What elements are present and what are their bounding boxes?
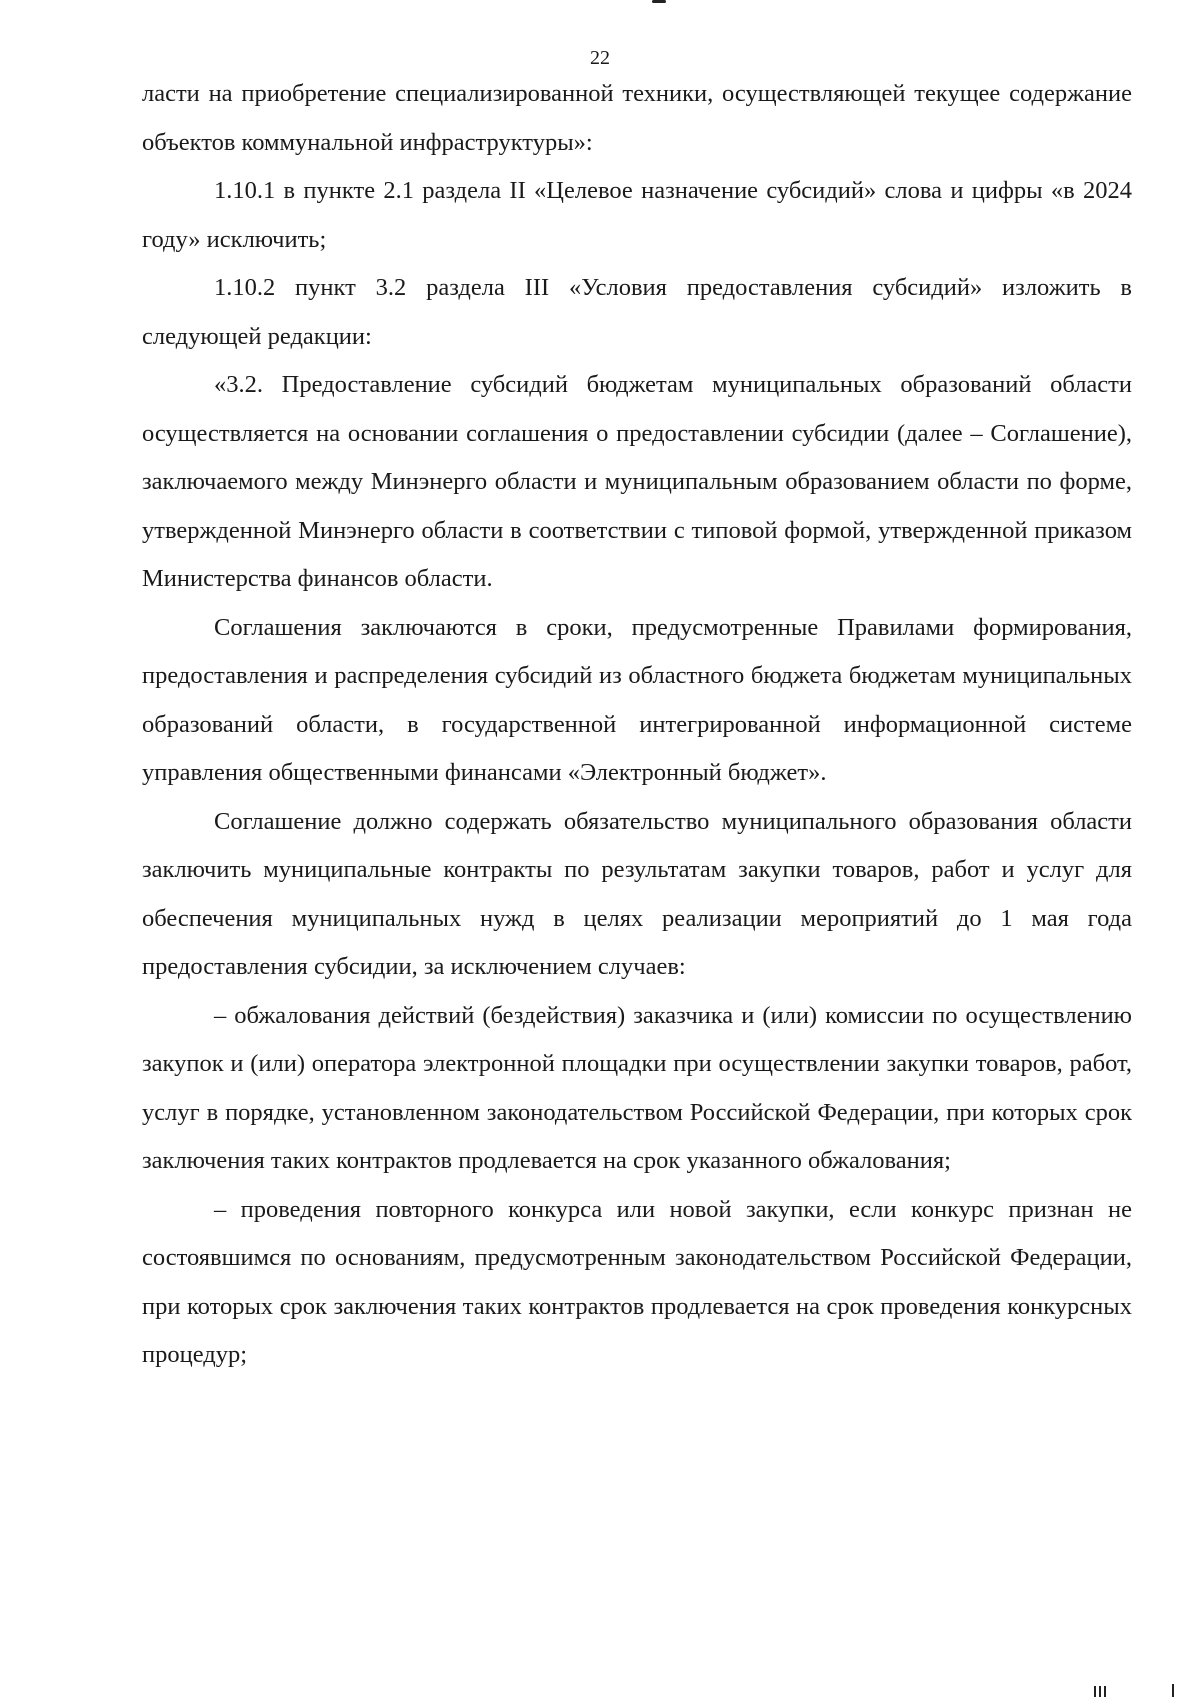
scan-artifact-mark — [652, 0, 666, 3]
paragraph-exception-appeal: – обжалования действий (бездействия) заказчика и (или) комиссии по осуществлению закупок и (или) оператора электронной площадки при осуществлении закупки товаров, работ, услуг в порядке, установленном законодательством Российской Федерации, при которых срок заключения таких контрактов продлевается на срок указанного обжалования; — [142, 1001, 1132, 1174]
page-number: 22 — [590, 47, 610, 69]
paragraph-agreement-obligation: Соглашение должно содержать обязательство муниципального образования области заключить муниципальные контракты по результатам закупки товаров, работ и услуг для обеспечения муниципальных нужд в целях реализации мероприятий до 1 мая года предоставления субсидии, за исключением случаев: — [142, 807, 1132, 980]
paragraph-item-1-10-2: 1.10.2 пункт 3.2 раздела III «Условия предоставления субсидий» изложить в следующей редакции: — [142, 274, 1132, 350]
paragraph-agreement-terms: Соглашения заключаются в сроки, предусмотренные Правилами формирования, предоставления и распределения субсидий из областного бюджета бюджетам муниципальных образований области, в государственной интегрированной информационной системе управления общественными финансами «Электронный бюджет». — [142, 613, 1132, 786]
scan-artifact-mark — [1094, 1686, 1096, 1697]
paragraph-clause-3-2: «3.2. Предоставление субсидий бюджетам муниципальных образований области осуществляется на основании соглашения о предоставлении субсидии (далее – Соглашение), заключаемого между Минэнерго области и муниципальным образованием области по форме, утвержденной Минэнерго области в соответствии с типовой формой, утвержденной приказом Министерства финансов области. — [142, 371, 1132, 592]
scan-artifact-mark — [1172, 1684, 1174, 1697]
document-body — [142, 70, 1132, 1380]
scan-artifact-mark — [1104, 1686, 1106, 1697]
paragraph-continuation: ласти на приобретение специализированной техники, осуществляющей текущее содержание объектов коммунальной инфраструктуры»: — [142, 80, 1132, 156]
scan-artifact-mark — [1099, 1686, 1101, 1697]
paragraph-exception-retender: – проведения повторного конкурса или новой закупки, если конкурс признан не состоявшимся по основаниям, предусмотренным законодательством Российской Федерации, при которых срок заключения таких контрактов продлевается на срок проведения конкурсных процедур; — [142, 1195, 1132, 1368]
paragraph-item-1-10-1: 1.10.1 в пункте 2.1 раздела II «Целевое назначение субсидий» слова и цифры «в 2024 году» исключить; — [142, 177, 1132, 253]
